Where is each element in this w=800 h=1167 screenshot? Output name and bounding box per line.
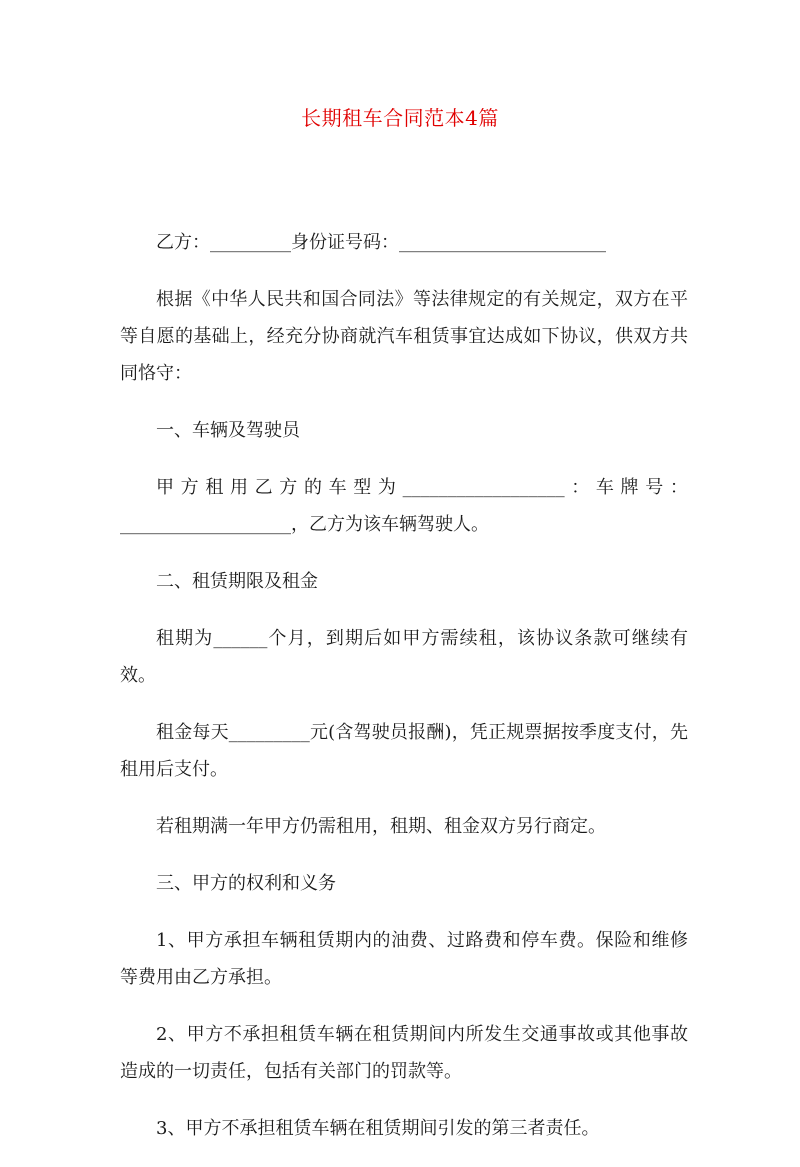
vehicle-clause-char: 方 — [279, 477, 298, 498]
party-a-clause-3: 3、甲方不承担租赁车辆在租赁期间引发的第三者责任。 — [156, 1118, 600, 1139]
vehicle-clause-char: ： — [571, 477, 590, 498]
preamble-paragraph: 根据《中华人民共和国合同法》等法律规定的有关规定，双方在平等自愿的基础上，经充分协商就汽车租赁事宜达成如下协议，供双方共同恪守： — [120, 289, 688, 384]
vehicle-clause-char: 租 — [205, 477, 224, 498]
vehicle-clause-char: 的 — [303, 477, 322, 498]
party-a-clause-1: 1、甲方承担车辆租赁期内的油费、过路费和停车费。保险和维修等费用由乙方承担。 — [120, 930, 688, 988]
vehicle-model-blank: __________________ — [402, 477, 565, 498]
party-a-clause-2: 2、甲方不承担租赁车辆在租赁期间内所发生交通事故或其他事故造成的一切责任，包括有关部门的罚款等。 — [120, 1024, 688, 1082]
rent-payment-paragraph: 租金每天_________元(含驾驶员报酬)，凭正规票据按季度支付，先租用后支付。 — [120, 722, 688, 780]
vehicle-clause-char: 用 — [229, 477, 248, 498]
vehicle-clause-char: 牌 — [620, 477, 639, 498]
vehicle-clause-char: 乙 — [254, 477, 273, 498]
vehicle-clause-char: ： — [669, 477, 688, 498]
lease-term-paragraph: 租期为______个月，到期后如甲方需续租，该协议条款可继续有效。 — [120, 628, 688, 686]
section-heading-vehicle-driver: 一、车辆及驾驶员 — [156, 420, 300, 441]
document-body — [120, 224, 688, 1167]
vehicle-clause-line-1 — [120, 469, 688, 506]
document-title: 长期租车合同范本4篇 — [301, 106, 499, 130]
vehicle-clause-char: 号 — [645, 477, 664, 498]
vehicle-clause-char: 型 — [353, 477, 372, 498]
renewal-paragraph: 若租期满一年甲方仍需租用，租期、租金双方另行商定。 — [156, 816, 606, 837]
vehicle-clause-line-2: ___________________，乙方为该车辆驾驶人。 — [120, 514, 489, 535]
vehicle-clause-char: 车 — [595, 477, 614, 498]
vehicle-clause-char: 车 — [328, 477, 347, 498]
vehicle-clause-char: 甲 — [156, 477, 174, 498]
party-b-id-line: 乙方：_________身份证号码：_______________________ — [156, 232, 606, 253]
section-heading-lease-term-rent: 二、租赁期限及租金 — [156, 571, 318, 592]
vehicle-clause-paragraph — [120, 469, 688, 543]
vehicle-clause-char: 方 — [180, 477, 199, 498]
section-heading-party-a-rights: 三、甲方的权利和义务 — [156, 873, 336, 894]
vehicle-clause-char: 为 — [377, 477, 396, 498]
